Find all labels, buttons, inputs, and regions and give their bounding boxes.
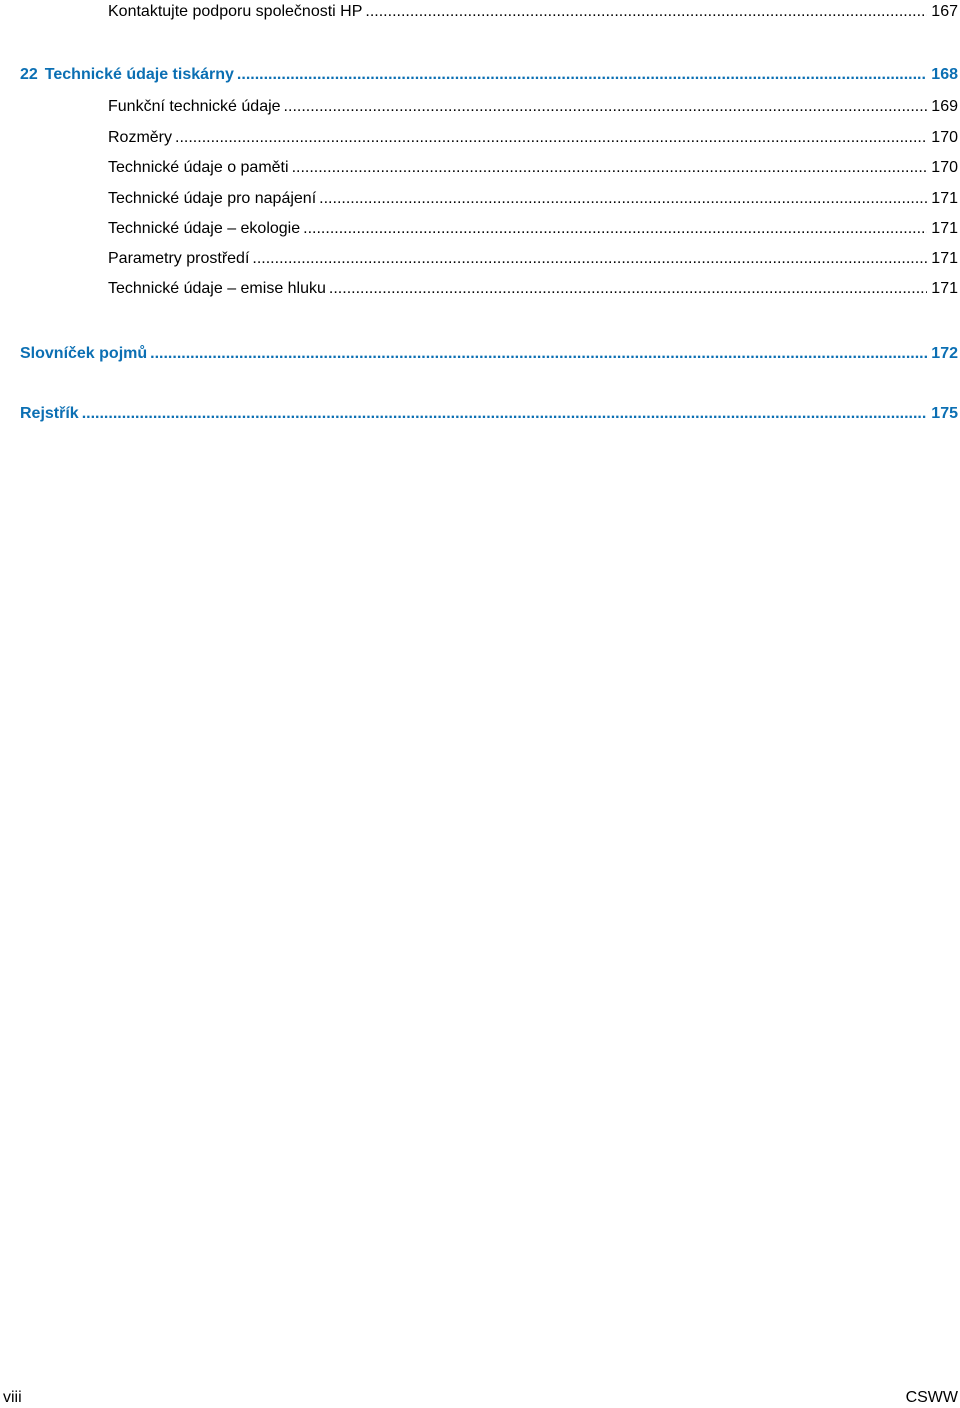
toc-entry-page: 170 [931,159,958,176]
toc-index[interactable] [20,404,958,424]
toc-entry-page: 169 [931,98,958,115]
toc-dot-leader [252,249,927,269]
toc-dot-leader [365,2,927,22]
toc-entry-page: 171 [931,220,958,237]
toc-dot-leader [292,158,928,178]
toc-dot-leader [284,97,928,117]
footer-doc-code: CSWW [905,1389,958,1406]
toc-entry-title: Parametry prostředí [108,250,250,267]
toc-chapter-page: 175 [931,405,958,422]
toc-entry-page: 171 [931,280,958,297]
toc-entry-title: Technické údaje – ekologie [108,220,301,237]
toc-dot-leader [237,65,927,85]
toc-chapter-22[interactable] [20,65,958,85]
toc-chapter-page: 172 [931,345,958,362]
toc-dot-leader [175,128,927,148]
toc-entry-environment-params[interactable] [108,249,958,269]
toc-dot-leader [150,344,927,364]
toc-entry-title: Funkční technické údaje [108,98,281,115]
toc-entry-title: Technické údaje pro napájení [108,190,317,207]
toc-entry-page: 171 [931,190,958,207]
toc-chapter-title: Slovníček pojmů [20,345,148,362]
footer-page-number: viii [3,1389,22,1406]
toc-entry-memory-specs[interactable] [108,158,958,178]
toc-entry-title: Technické údaje – emise hluku [108,280,326,297]
toc-entry-noise-emission-specs[interactable] [108,279,958,299]
toc-dot-leader [303,219,927,239]
toc-dot-leader [319,189,927,209]
toc-chapter-number: 22 [20,66,38,83]
toc-entry-contact-hp-support[interactable] [108,2,958,22]
toc-chapter-title: Rejstřík [20,405,79,422]
toc-entry-power-specs[interactable] [108,189,958,209]
toc-dot-leader [329,279,927,299]
toc-chapter-page: 168 [931,66,958,83]
toc-glossary[interactable] [20,344,958,364]
toc-entry-title: Rozměry [108,129,173,146]
toc-chapter-title: Technické údaje tiskárny [44,66,234,83]
toc-entry-title: Technické údaje o paměti [108,159,289,176]
toc-entry-page: 171 [931,250,958,267]
toc-entry-ecology-specs[interactable] [108,219,958,239]
toc-entry-title: Kontaktujte podporu společnosti HP [108,3,363,20]
toc-entry-functional-specs[interactable] [108,97,958,117]
toc-dot-leader [82,404,928,424]
toc-entry-page: 170 [931,129,958,146]
toc-entry-dimensions[interactable] [108,128,958,148]
toc-entry-page: 167 [931,3,958,20]
